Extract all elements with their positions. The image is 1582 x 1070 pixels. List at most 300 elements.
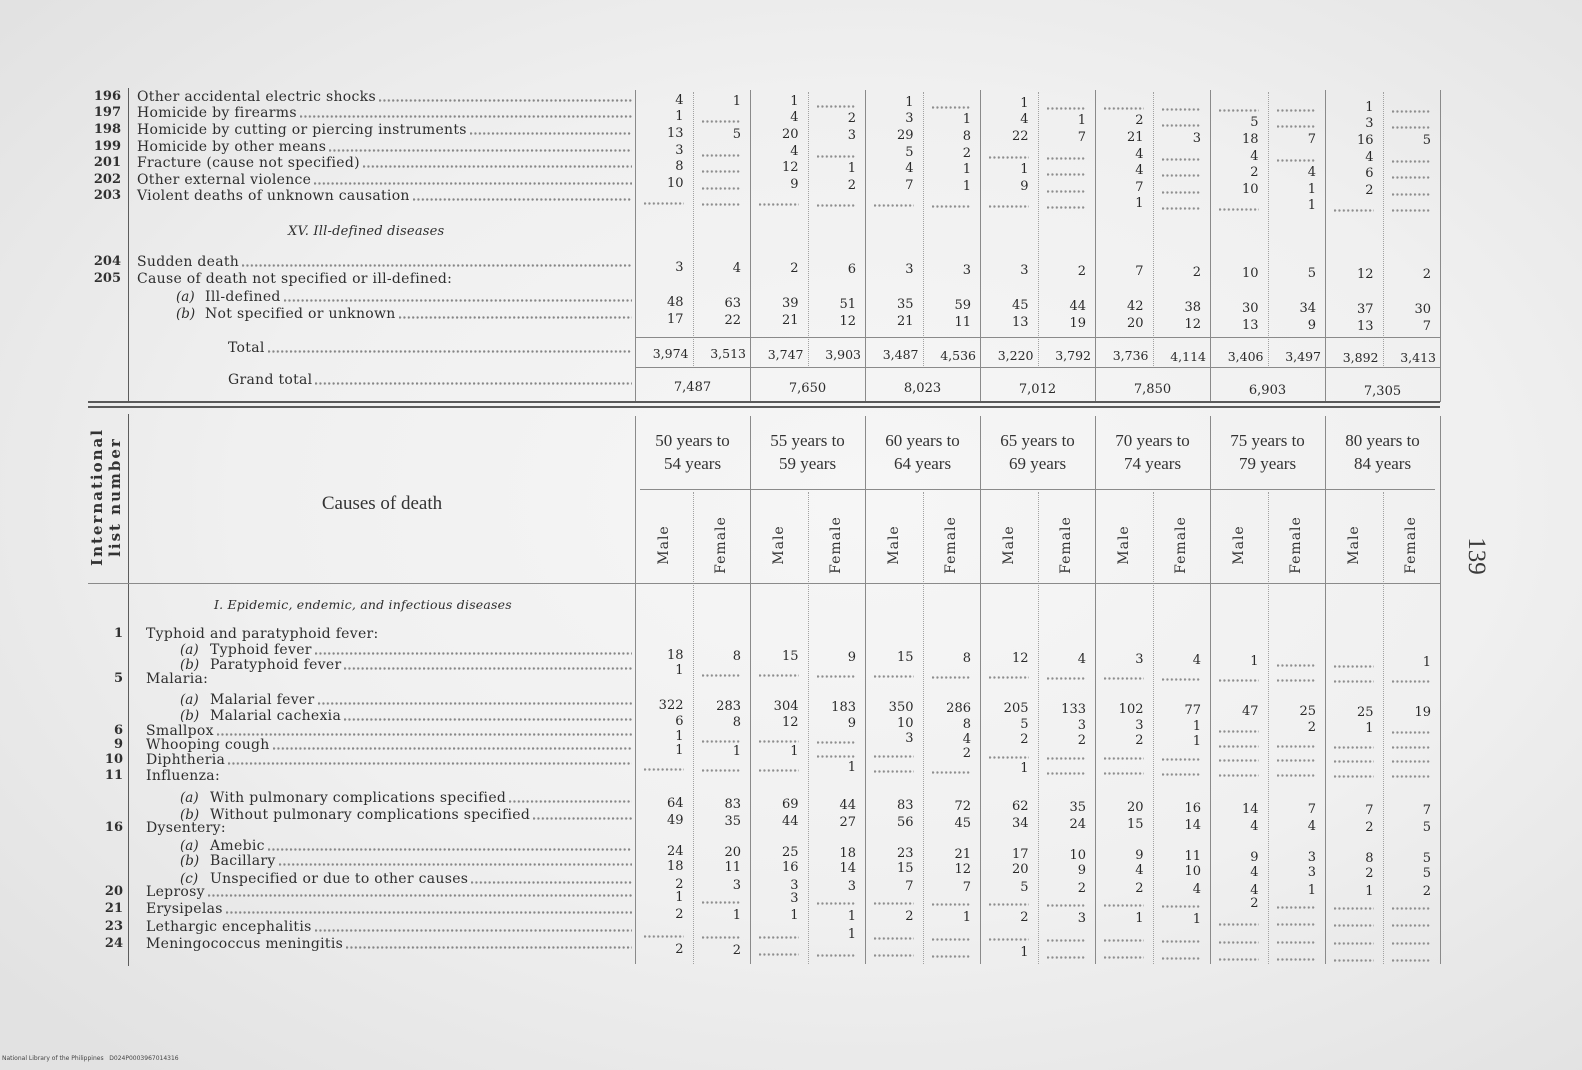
- row-label-text: Leprosy: [146, 884, 205, 900]
- value-cell: 5: [1422, 133, 1431, 149]
- row-label: [146, 936, 632, 952]
- empty-cell: [1383, 914, 1441, 930]
- value-cell: 24: [666, 844, 684, 859]
- value-cell: 9: [1020, 179, 1029, 195]
- value-cell: 9: [1250, 849, 1259, 865]
- empty-cell: [1268, 931, 1326, 947]
- value-cell: 4: [1250, 882, 1259, 898]
- value-cell: 10: [1184, 863, 1201, 879]
- empty-cell: [1038, 747, 1096, 763]
- sex-label-male: Male: [1345, 525, 1362, 565]
- row-label: [137, 254, 632, 270]
- value-cell: 4: [905, 161, 914, 177]
- value-cell: 1: [1135, 196, 1144, 212]
- value-cell: 8: [962, 716, 971, 732]
- value-cell: 29: [896, 128, 914, 144]
- value-cell: 6: [847, 261, 856, 277]
- value-cell: 7: [1077, 129, 1086, 145]
- value-cell: 3: [1135, 718, 1144, 734]
- age-group-title-line2: 69 years: [1008, 454, 1067, 473]
- empty-cell: [1383, 183, 1441, 199]
- value-cell: 1: [1365, 99, 1374, 115]
- value-cell: 51: [839, 296, 856, 312]
- value-cell: 4: [1192, 881, 1201, 897]
- empty-cell: [1153, 197, 1211, 213]
- empty-cell: [1153, 98, 1211, 114]
- value-cell: 77: [1184, 702, 1201, 718]
- value-cell: 1: [1077, 112, 1086, 128]
- empty-cell: [865, 194, 923, 210]
- value-cell: 5: [1422, 866, 1431, 882]
- value-cell: 3: [675, 260, 684, 275]
- value-cell: 1: [732, 93, 741, 109]
- sex-label-male: Male: [770, 525, 787, 565]
- value-cell: 5: [732, 126, 741, 142]
- total-value: 3,220: [997, 347, 1034, 363]
- empty-cell: [1210, 913, 1268, 929]
- row-label-text: Bacillary: [210, 853, 276, 869]
- age-group-title: [980, 429, 1095, 475]
- age-group-underline: [640, 489, 1435, 490]
- sex-label-male: Male: [655, 525, 672, 565]
- empty-cell: [865, 944, 923, 960]
- value-cell: 1: [1192, 733, 1201, 749]
- row-label: [146, 884, 632, 900]
- value-cell: 1: [1020, 945, 1029, 961]
- value-cell: 4: [1077, 651, 1086, 667]
- row-label-text: Diphtheria: [146, 752, 226, 768]
- dot-leader: [273, 747, 632, 750]
- value-cell: 1: [1020, 162, 1029, 178]
- sex-label-female: Female: [1058, 516, 1075, 574]
- empty-cell: [865, 665, 923, 681]
- value-cell: 14: [839, 860, 856, 876]
- row-subitem-letter: (b): [180, 657, 200, 673]
- grand-total-value: 7,305: [1363, 383, 1402, 399]
- value-cell: 21: [1126, 130, 1144, 146]
- row-number: 1: [113, 626, 123, 641]
- value-cell: 12: [1184, 316, 1201, 332]
- row-label-text: Meningococcus meningitis: [146, 936, 344, 952]
- value-cell: 7: [1135, 264, 1144, 280]
- value-cell: 8: [962, 650, 971, 666]
- sex-label-male: Male: [1230, 525, 1247, 565]
- row-number: 198: [93, 122, 121, 137]
- row-label-text: Amebic: [210, 838, 265, 854]
- value-cell: 12: [781, 160, 799, 176]
- empty-cell: [808, 145, 866, 161]
- value-cell: 3: [675, 143, 684, 158]
- number-column-rule: [128, 88, 129, 402]
- row-subitem-letter: (a): [180, 642, 199, 658]
- value-cell: 2: [1250, 895, 1259, 911]
- value-cell: 304: [773, 699, 799, 715]
- empty-cell: [1153, 748, 1211, 764]
- age-group-title: [1325, 429, 1440, 475]
- value-cell: 13: [1011, 315, 1029, 331]
- value-cell: 4: [675, 93, 684, 108]
- value-cell: 35: [896, 297, 914, 313]
- empty-cell: [1095, 667, 1153, 683]
- value-cell: 3: [1135, 652, 1144, 668]
- empty-cell: [923, 195, 981, 211]
- value-cell: 1: [1422, 655, 1431, 671]
- empty-cell: [1210, 931, 1268, 947]
- row-label: [137, 105, 632, 121]
- value-cell: 2: [675, 877, 684, 892]
- dot-leader: [315, 652, 632, 655]
- value-cell: 9: [847, 649, 856, 665]
- dot-leader: [300, 115, 632, 118]
- row-label: [137, 271, 632, 287]
- empty-cell: [1095, 946, 1153, 962]
- value-cell: 7: [962, 879, 971, 895]
- value-cell: 1: [675, 109, 684, 124]
- value-cell: 15: [896, 650, 914, 666]
- row-label-text: Sudden death: [137, 254, 240, 270]
- value-cell: 2: [962, 145, 971, 161]
- age-group-title-line2: 74 years: [1123, 454, 1182, 473]
- value-cell: 12: [954, 861, 971, 877]
- empty-cell: [693, 759, 751, 775]
- row-number: 20: [104, 884, 123, 899]
- empty-cell: [1268, 896, 1326, 912]
- value-cell: 350: [888, 700, 914, 716]
- empty-cell: [1383, 897, 1441, 913]
- value-cell: 3: [905, 262, 914, 278]
- empty-cell: [635, 925, 693, 941]
- empty-cell: [808, 665, 866, 681]
- value-cell: 18: [1241, 131, 1259, 147]
- value-cell: 102: [1118, 702, 1144, 718]
- value-cell: 8: [962, 128, 971, 144]
- empty-cell: [1210, 948, 1268, 964]
- value-cell: 1: [1365, 720, 1374, 736]
- dot-leader: [217, 733, 632, 736]
- row-label: [210, 708, 632, 724]
- empty-cell: [693, 891, 751, 907]
- row-number: 201: [93, 155, 121, 170]
- value-cell: 24: [1069, 816, 1086, 832]
- value-cell: 18: [666, 648, 684, 663]
- empty-cell: [1038, 147, 1096, 163]
- value-cell: 37: [1356, 301, 1374, 317]
- value-cell: 1: [675, 729, 684, 744]
- age-group-column-rule: [1440, 416, 1441, 964]
- empty-cell: [1268, 948, 1326, 964]
- value-cell: 2: [732, 942, 741, 958]
- value-cell: 1: [962, 161, 971, 177]
- value-cell: 1: [675, 743, 684, 758]
- age-group-title-line2: 84 years: [1353, 454, 1412, 473]
- empty-cell: [1038, 946, 1096, 962]
- page-number: 139: [1463, 537, 1490, 575]
- empty-cell: [923, 928, 981, 944]
- value-cell: 2: [847, 177, 856, 193]
- row-label-text: Dysentery:: [146, 820, 226, 836]
- empty-cell: [808, 892, 866, 908]
- value-cell: 4: [1307, 819, 1316, 835]
- total-value: 4,114: [1170, 348, 1206, 364]
- value-cell: 45: [954, 815, 971, 831]
- dot-leader: [509, 800, 632, 803]
- value-cell: 4: [790, 144, 799, 160]
- value-cell: 8: [732, 714, 741, 730]
- total-label-text: Total: [228, 340, 265, 356]
- row-label: [146, 768, 632, 784]
- empty-cell: [980, 746, 1038, 762]
- dot-leader: [315, 382, 632, 385]
- grand-total-value: 6,903: [1248, 383, 1287, 398]
- row-subitem-letter: (a): [176, 289, 195, 305]
- value-cell: 286: [946, 700, 971, 716]
- row-label-text: Malarial fever: [210, 692, 315, 708]
- value-cell: 15: [1126, 817, 1144, 833]
- age-group-column-rule: [1440, 90, 1441, 402]
- value-cell: 4: [1135, 863, 1144, 879]
- double-rule-top: [88, 401, 1440, 403]
- dot-leader: [318, 702, 632, 705]
- dot-leader: [346, 946, 632, 949]
- empty-cell: [1268, 149, 1326, 165]
- row-label: [205, 289, 632, 305]
- empty-cell: [1153, 947, 1211, 963]
- dot-leader: [413, 198, 632, 201]
- empty-cell: [1210, 99, 1268, 115]
- empty-cell: [923, 945, 981, 961]
- age-group-title-line2: 64 years: [893, 454, 952, 473]
- value-cell: 8: [732, 648, 741, 664]
- row-number: 202: [93, 172, 121, 187]
- value-cell: 3: [905, 111, 914, 127]
- value-cell: 1: [790, 908, 799, 924]
- age-group-title-line1: 65 years to: [1000, 431, 1075, 450]
- row-label: [210, 838, 632, 854]
- value-cell: 2: [1020, 732, 1029, 748]
- value-cell: 18: [839, 845, 856, 861]
- empty-cell: [693, 160, 751, 176]
- value-cell: 3: [1077, 717, 1086, 733]
- dot-leader: [344, 718, 632, 721]
- value-cell: 1: [1365, 883, 1374, 899]
- value-cell: 2: [675, 907, 684, 922]
- value-cell: 19: [1069, 315, 1086, 331]
- value-cell: 3: [732, 877, 741, 893]
- value-cell: 15: [781, 649, 799, 665]
- value-cell: 322: [658, 698, 684, 713]
- sex-label-male: Male: [1000, 525, 1017, 565]
- empty-cell: [808, 944, 866, 960]
- row-number: 197: [93, 105, 121, 120]
- value-cell: 8: [1365, 850, 1374, 866]
- row-label-text: Violent deaths of unknown causation: [137, 188, 410, 204]
- grand-total-row-label: [228, 372, 632, 388]
- sex-label-female: Female: [1288, 516, 1305, 574]
- row-label-text: Smallpox: [146, 723, 214, 739]
- age-group-title-line1: 75 years to: [1230, 431, 1305, 450]
- value-cell: 25: [1356, 704, 1374, 720]
- empty-cell: [1383, 100, 1441, 116]
- value-cell: 1: [1020, 96, 1029, 112]
- dot-leader: [268, 848, 632, 851]
- empty-cell: [1325, 914, 1383, 930]
- empty-cell: [865, 745, 923, 761]
- age-group-title: [1095, 429, 1210, 475]
- empty-cell: [1210, 764, 1268, 780]
- row-number: 23: [104, 919, 123, 934]
- value-cell: 7: [1365, 802, 1374, 818]
- row-label-text: Without pulmonary complications specified: [210, 807, 531, 823]
- row-label: [210, 642, 632, 658]
- row-label: [137, 155, 632, 171]
- empty-cell: [1038, 196, 1096, 212]
- value-cell: 3: [1307, 850, 1316, 866]
- value-cell: 56: [896, 815, 914, 831]
- value-cell: 59: [954, 297, 971, 313]
- row-number: 203: [93, 188, 121, 203]
- causes-of-death-header: Causes of death: [321, 493, 443, 514]
- row-subitem-letter: (a): [180, 790, 199, 806]
- value-cell: 3: [847, 127, 856, 143]
- dot-leader: [329, 149, 632, 152]
- value-cell: 1: [1192, 911, 1201, 927]
- dot-leader: [344, 667, 632, 670]
- total-value: 3,747: [767, 346, 804, 362]
- row-label: [137, 139, 632, 155]
- value-cell: 5: [1250, 114, 1259, 130]
- row-label-text: Malaria:: [146, 671, 209, 687]
- value-cell: 22: [1011, 129, 1029, 145]
- empty-cell: [980, 666, 1038, 682]
- value-cell: 1: [847, 759, 856, 775]
- empty-cell: [1095, 97, 1153, 113]
- dot-leader: [284, 299, 632, 302]
- row-label: [205, 306, 632, 322]
- empty-cell: [1210, 749, 1268, 765]
- value-cell: 1: [732, 743, 741, 759]
- value-cell: 30: [1241, 300, 1259, 316]
- value-cell: 2: [1365, 182, 1374, 198]
- empty-cell: [923, 96, 981, 112]
- value-cell: 1: [790, 94, 799, 110]
- value-cell: 2: [1135, 881, 1144, 897]
- row-label: [146, 626, 632, 642]
- empty-cell: [693, 926, 751, 942]
- value-cell: 15: [896, 861, 914, 877]
- empty-cell: [750, 664, 808, 680]
- age-group-title: [865, 429, 980, 475]
- sex-label-female: Female: [943, 516, 960, 574]
- dot-leader: [242, 264, 632, 267]
- row-label: [146, 820, 632, 836]
- row-label-text: Cause of death not specified or ill-defined:: [137, 271, 453, 287]
- row-label-text: With pulmonary complications specified: [210, 790, 507, 806]
- list-number-header-line2: list number: [106, 437, 124, 557]
- empty-cell: [808, 745, 866, 761]
- row-subitem-letter: (b): [176, 306, 196, 322]
- row-label: [146, 737, 632, 753]
- row-label-text: Paratyphoid fever: [210, 657, 342, 673]
- value-cell: 4: [732, 260, 741, 276]
- value-cell: 35: [1069, 799, 1086, 815]
- sex-label-female: Female: [1403, 516, 1420, 574]
- row-subitem-letter: (b): [180, 853, 200, 869]
- empty-cell: [1268, 654, 1326, 670]
- row-number: 24: [104, 936, 123, 951]
- value-cell: 21: [954, 846, 971, 862]
- empty-cell: [923, 761, 981, 777]
- empty-cell: [1153, 895, 1211, 911]
- age-group-title-line1: 80 years to: [1345, 431, 1420, 450]
- row-label: [137, 122, 632, 138]
- value-cell: 19: [1414, 705, 1431, 721]
- dot-leader: [379, 99, 632, 102]
- grand-total-value: 7,012: [1018, 381, 1057, 397]
- double-rule-bottom: [88, 406, 1440, 408]
- value-cell: 2: [1307, 720, 1316, 736]
- row-label-text: Influenza:: [146, 768, 220, 784]
- grand-total-value: 7,650: [788, 380, 827, 396]
- value-cell: 2: [1077, 732, 1086, 748]
- value-cell: 1: [675, 890, 684, 905]
- age-group-title: [750, 429, 865, 475]
- row-label: [210, 853, 632, 869]
- value-cell: 11: [1184, 848, 1201, 864]
- empty-cell: [750, 193, 808, 209]
- value-cell: 14: [1241, 801, 1259, 817]
- empty-cell: [1383, 116, 1441, 132]
- row-label-text: Homicide by other means: [137, 139, 327, 155]
- value-cell: 205: [1003, 701, 1029, 717]
- empty-cell: [1383, 765, 1441, 781]
- empty-cell: [923, 893, 981, 909]
- row-number: 204: [93, 254, 121, 269]
- value-cell: 1: [1307, 198, 1316, 214]
- empty-cell: [693, 664, 751, 680]
- empty-cell: [980, 893, 1038, 909]
- empty-cell: [1383, 721, 1441, 737]
- value-cell: 10: [666, 176, 684, 191]
- row-label-text: Malarial cachexia: [210, 708, 342, 724]
- value-cell: 63: [724, 295, 741, 311]
- value-cell: 64: [666, 796, 684, 811]
- empty-cell: [1038, 97, 1096, 113]
- value-cell: 20: [1011, 862, 1029, 878]
- value-cell: 30: [1414, 302, 1431, 318]
- value-cell: 2: [1077, 880, 1086, 896]
- row-number: 21: [104, 901, 123, 916]
- value-cell: 16: [1184, 800, 1201, 816]
- sex-label-male: Male: [885, 525, 902, 565]
- value-cell: 21: [896, 314, 914, 330]
- row-subitem-letter: (a): [180, 838, 199, 854]
- empty-cell: [1325, 670, 1383, 686]
- empty-cell: [1095, 747, 1153, 763]
- value-cell: 1: [790, 744, 799, 760]
- empty-cell: [808, 194, 866, 210]
- empty-cell: [1383, 670, 1441, 686]
- age-group-title-line2: 59 years: [778, 454, 837, 473]
- value-cell: 2: [1422, 267, 1431, 283]
- value-cell: 2: [905, 909, 914, 925]
- row-label-text: Typhoid fever: [210, 642, 312, 658]
- empty-cell: [693, 193, 751, 209]
- value-cell: 4: [1250, 818, 1259, 834]
- value-cell: 1: [675, 663, 684, 678]
- empty-cell: [1325, 897, 1383, 913]
- value-cell: 23: [896, 846, 914, 862]
- section-heading-ill-defined: XV. Ill-defined diseases: [288, 224, 445, 239]
